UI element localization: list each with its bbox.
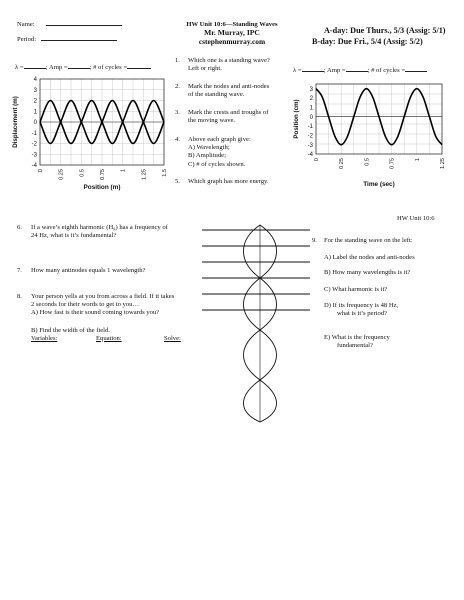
equation-label: Equation: xyxy=(96,334,122,342)
y-tick-label: 0 xyxy=(33,120,37,127)
y-tick-label: 4 xyxy=(33,77,37,84)
period-label: Period: xyxy=(17,36,37,43)
x-tick-label: 0.5 xyxy=(364,158,371,166)
question-6 xyxy=(17,224,168,240)
x-tick-label: 0.75 xyxy=(389,158,396,169)
name-label: Name: xyxy=(17,21,35,28)
question-3 xyxy=(175,109,268,125)
graph1-amp-blank[interactable] xyxy=(68,68,90,69)
moving-wave-chart xyxy=(292,76,450,192)
question-4 xyxy=(175,136,251,169)
graph2-lambda-blank[interactable] xyxy=(302,71,324,72)
x-tick-label: 0 xyxy=(314,158,320,162)
worksheet-title: HW Unit 10:6—Standing Waves xyxy=(186,21,278,28)
q4-line: A) Wavelength; xyxy=(188,144,230,152)
cycles-label: ; # of cycles = xyxy=(367,67,406,74)
x-tick-label: 1.25 xyxy=(440,158,446,169)
b-day-due: B-day: Due Fri., 5/4 (Assig: 5/2) xyxy=(312,37,423,46)
x-tick-label: 0.5 xyxy=(79,169,86,177)
q9-part-c: C) What harmonic is it? xyxy=(324,285,388,293)
amp-label: ; Amp = xyxy=(323,67,346,74)
amp-label: ; Amp = xyxy=(45,64,68,71)
site-name: cstephenmurray.com xyxy=(198,37,266,46)
q8-number: 8. xyxy=(17,293,22,300)
question-1 xyxy=(175,57,270,73)
q9-intro: For the standing wave on the left: xyxy=(324,237,413,244)
question-8 xyxy=(17,293,181,344)
q8-part-a: A) How fast is their sound coming towards you? xyxy=(31,309,160,317)
x-tick-label: 1.5 xyxy=(162,169,168,177)
q3-number: 3. xyxy=(175,109,180,116)
q6-number: 6. xyxy=(17,224,22,231)
y-tick-label: 1 xyxy=(33,109,37,116)
y-axis-label: Displacement (m) xyxy=(12,96,19,148)
x-axis-label: Time (sec) xyxy=(363,181,395,188)
y-tick-label: -3 xyxy=(31,152,37,159)
y-tick-label: 1 xyxy=(309,105,313,112)
cycles-label: ; # of cycles = xyxy=(89,64,128,71)
graph1-answer-line xyxy=(15,64,151,72)
x-axis-label: Position (m) xyxy=(83,184,121,191)
question-5 xyxy=(175,178,269,186)
q9-part-b: B) How many wavelengths is it? xyxy=(324,269,411,277)
y-tick-label: -4 xyxy=(307,152,313,159)
q3-line: the moving wave. xyxy=(188,117,236,125)
question-9 xyxy=(312,237,415,351)
graph2-answer-line xyxy=(293,67,427,75)
q5-number: 5. xyxy=(175,178,180,185)
y-tick-label: -2 xyxy=(307,133,313,140)
y-tick-label: -3 xyxy=(307,142,313,149)
q3-line: Mark the crests and troughs of xyxy=(188,109,269,116)
y-tick-label: -4 xyxy=(31,163,37,170)
variables-label: Variables: xyxy=(31,334,58,342)
q4-line: C) # of cycles shown. xyxy=(188,160,246,168)
x-tick-label: 1 xyxy=(120,169,127,173)
period-field[interactable] xyxy=(17,36,117,44)
q8-line: Your person yells at you from across a field. If it takes xyxy=(31,293,175,300)
x-tick-label: 0.75 xyxy=(100,169,106,180)
x-tick-label: 1.25 xyxy=(141,169,148,180)
x-tick-label: 0 xyxy=(38,169,44,173)
y-tick-label: 3 xyxy=(33,87,37,94)
y-tick-label: -2 xyxy=(31,141,37,148)
q8-part-b: B) Find the width of the field. xyxy=(31,326,110,334)
period-blank[interactable] xyxy=(41,40,117,41)
graph1-lambda-blank[interactable] xyxy=(24,68,46,69)
q9-part-e: E) What is the frequency xyxy=(324,334,390,342)
graph1-cycles-blank[interactable] xyxy=(127,68,151,69)
q7-line: How many antinodes equals 1 wavelength? xyxy=(31,267,146,274)
y-axis-label: Position (cm) xyxy=(293,99,300,139)
lambda-label: λ = xyxy=(293,67,302,74)
q1-line: Left or right. xyxy=(188,65,222,73)
q4-line: B) Amplitude; xyxy=(188,152,226,160)
q5-line: Which graph has more energy. xyxy=(188,178,269,185)
question-7 xyxy=(17,267,145,275)
a-day-due: A-day: Due Thurs., 5/3 (Assig: 5/1) xyxy=(324,26,446,35)
q7-number: 7. xyxy=(17,267,22,274)
q4-line: Above each graph give: xyxy=(188,136,251,143)
unit-label-right: HW Unit 10:6 xyxy=(397,215,435,222)
q9-number: 9. xyxy=(312,237,317,244)
q6-line: 24 Hz, what is it’s fundamental? xyxy=(31,232,117,240)
graph2-cycles-blank[interactable] xyxy=(405,71,427,72)
q1-line: Which one is a standing wave? xyxy=(188,57,270,64)
y-tick-label: 2 xyxy=(309,96,313,103)
q2-number: 2. xyxy=(175,83,180,90)
standing-wave-chart xyxy=(8,73,170,193)
x-tick-label: 1 xyxy=(414,158,421,162)
lambda-label: λ = xyxy=(15,64,24,71)
name-blank[interactable] xyxy=(46,25,122,26)
y-tick-label: 0 xyxy=(309,114,313,121)
q9-part-d: D) If its frequency is 48 Hz, xyxy=(324,301,399,309)
q9-part-d-cont: what is it’s period? xyxy=(337,310,387,318)
y-tick-label: -1 xyxy=(31,130,37,137)
y-tick-label: 2 xyxy=(33,98,37,105)
q2-line: of the standing wave. xyxy=(188,91,245,99)
x-tick-label: 0.25 xyxy=(58,169,65,180)
string-standing-wave-diagram xyxy=(202,222,310,424)
q9-part-a: A) Label the nodes and anti-nodes xyxy=(324,254,415,262)
y-tick-label: 3 xyxy=(309,86,313,93)
q2-line: Mark the nodes and anti-nodes xyxy=(188,83,270,90)
name-field[interactable] xyxy=(17,21,122,29)
q8-line: 2 seconds for their words to get to you… xyxy=(31,301,140,309)
q1-number: 1. xyxy=(175,57,180,64)
teacher-name: Mr. Murray, IPC xyxy=(204,28,260,37)
q4-number: 4. xyxy=(175,136,180,143)
graph2-amp-blank[interactable] xyxy=(346,71,368,72)
q9-part-e-cont: fundamental? xyxy=(337,342,373,350)
question-2 xyxy=(175,83,269,99)
solve-label: Solve: xyxy=(164,334,181,342)
y-tick-label: -1 xyxy=(307,124,313,131)
x-tick-label: 0.25 xyxy=(339,158,346,169)
q6-line: If a wave’s eighth harmonic (H₈) has a frequency of xyxy=(31,224,168,231)
